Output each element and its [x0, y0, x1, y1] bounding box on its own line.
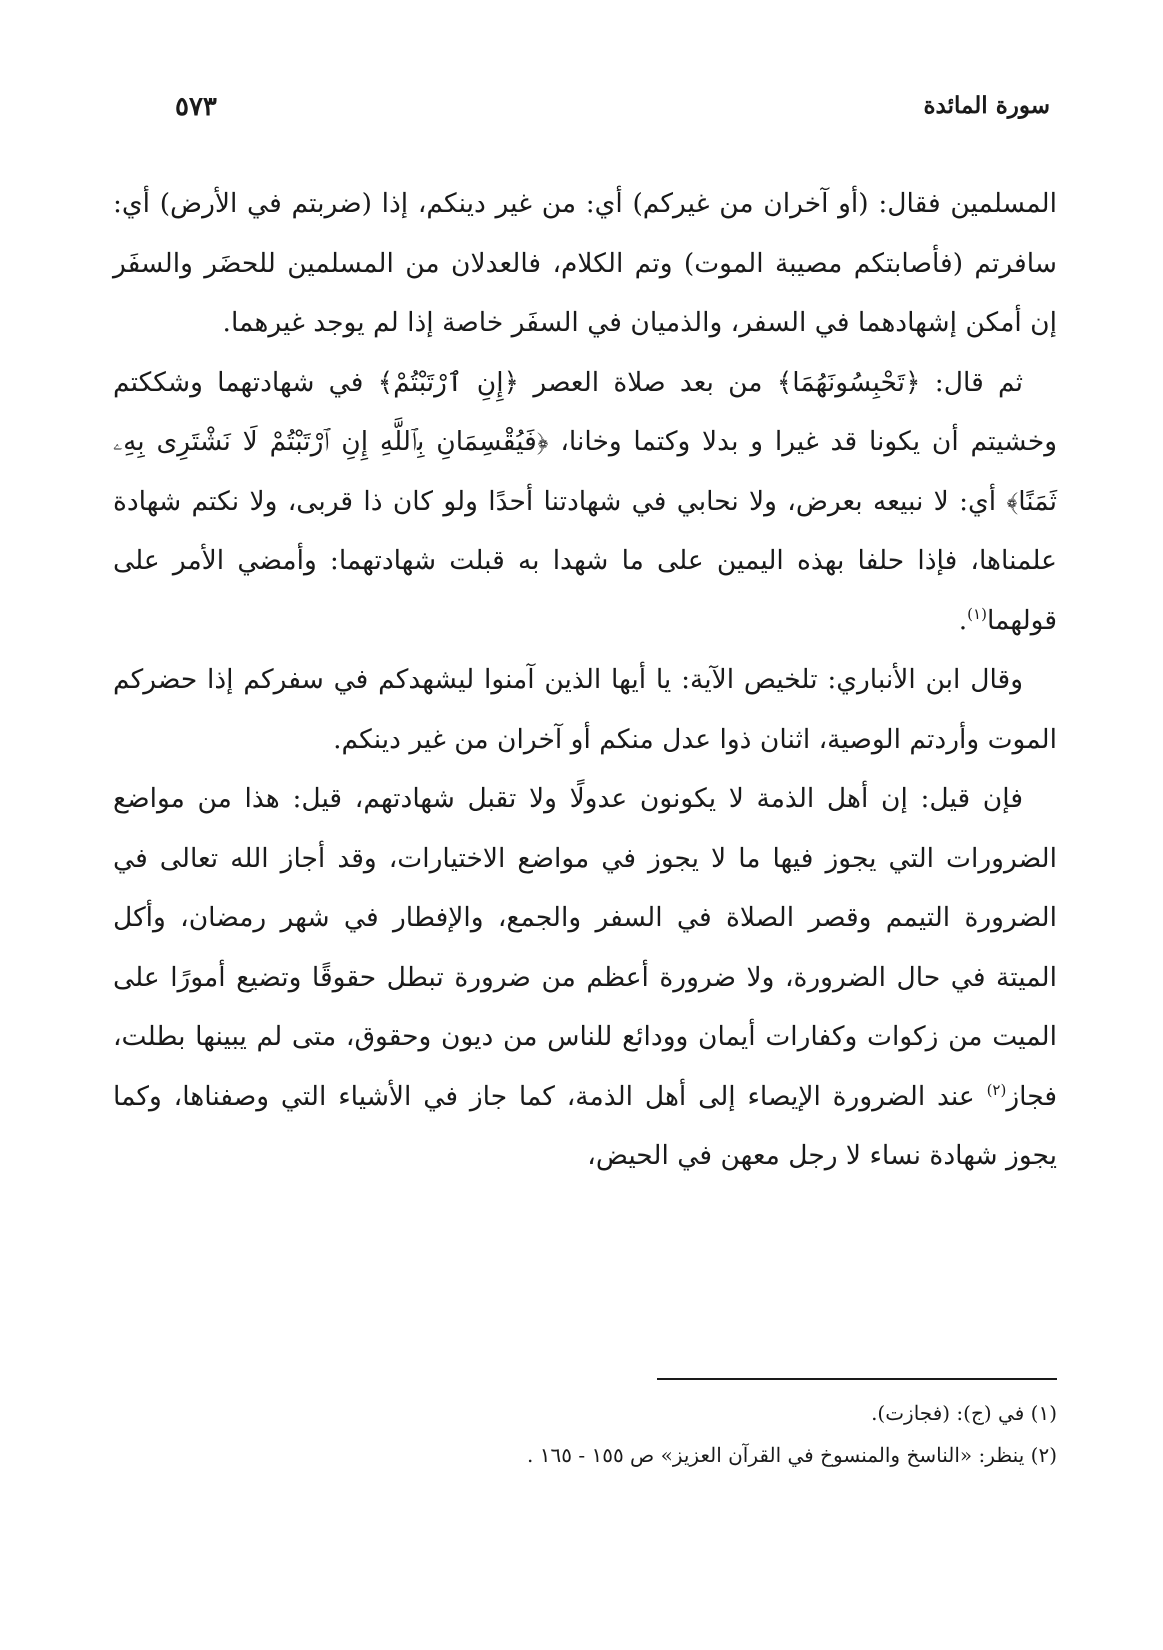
paragraph-4 — [113, 769, 1057, 1186]
page-number: ٥٧٣ — [175, 92, 217, 122]
text-segment: ثم قال: — [920, 366, 1023, 398]
surah-title: سورة المائدة — [923, 92, 1050, 119]
footnote-ref-2[interactable]: (٢) — [986, 1080, 1007, 1099]
quran-verse: ﴿تَحْبِسُونَهُمَا﴾ — [776, 366, 921, 398]
page-header — [175, 92, 1050, 136]
main-text — [113, 174, 1057, 1186]
text-segment: أي: لا نبيعه بعرض، ولا نحابي في شهادتنا أحدًا ولو كان ذا قربى، ولا نكتم شهادة علمناها، فإذا حلفا بهذه اليمين على ما شهدا به قبلت شهادتهما: وأمضي الأمر على قولهما — [113, 485, 1057, 636]
footnotes — [113, 1392, 1057, 1476]
paragraph-3: وقال ابن الأنباري: تلخيص الآية: يا أيها الذين آمنوا ليشهدكم في سفركم إذا حضركم الموت وأردتم الوصية، اثنان ذوا عدل منكم أو آخران من غير دينكم. — [113, 664, 1057, 755]
text-segment: من بعد صلاة العصر — [519, 366, 777, 398]
footnote-2: (٢) ينظر: «الناسخ والمنسوخ في القرآن العزيز» ص ١٥٥ - ١٦٥ . — [527, 1443, 1057, 1467]
text-segment: في شهادتهما وشككتم وخشيتم أن يكونا قد غيرا و بدلا وكتما وخانا، — [113, 366, 1057, 457]
paragraph-2 — [113, 353, 1057, 651]
paragraph-1: المسلمين فقال: (أو آخران من غيركم) أي: من غير دينكم، إذا (ضربتم في الأرض) أي: سافرتم (فأصابتكم مصيبة الموت) وتم الكلام، فالعدلان من المسلمين للحضَر والسفَر إن أمكن إشهادهما في السفر، والذميان في السفَر خاصة إذا لم يوجد غيرهما. — [113, 188, 1057, 338]
text-segment: عند الضرورة الإيصاء إلى أهل الذمة، كما جاز في الأشياء التي وصفناها، وكما يجوز شهادة نساء لا رجل معهن في الحيض، — [113, 1080, 1057, 1171]
quran-verse: ﴿فَيُقْسِمَانِ بِٱللَّهِ إِنِ ٱرْتَبْتُمْ لَا نَشْتَرِى بِهِۦ ثَمَنًا﴾ — [113, 426, 1057, 517]
footnote-ref-1[interactable]: (١) — [967, 604, 987, 623]
text-segment: . — [958, 604, 968, 636]
text-segment: فإن قيل: إن أهل الذمة لا يكونون عدولًا ولا تقبل شهادتهم، قيل: هذا من مواضع الضرورات التي يجوز فيها ما لا يجوز في مواضع الاختيارات، وقد أجاز الله تعالى في الضرورة التيمم وقصر الصلاة في السفر والجمع، والإفطار في شهر رمضان، وأكل الميتة في حال الضرورة، ولا ضرورة أعظم من ضرورة تبطل حقوقًا وتضيع أمورًا على الميت من زكوات وكفارات أيمان وودائع للناس من ديون وحقوق، متى لم يبينها بطلت، فجاز — [113, 783, 1057, 1112]
footnote-1: (١) في (ج): (فجازت). — [871, 1401, 1057, 1425]
quran-verse: ﴿إِنِ ٱرْتَبْتُمْ﴾ — [377, 366, 520, 398]
footnote-divider — [657, 1378, 1057, 1380]
